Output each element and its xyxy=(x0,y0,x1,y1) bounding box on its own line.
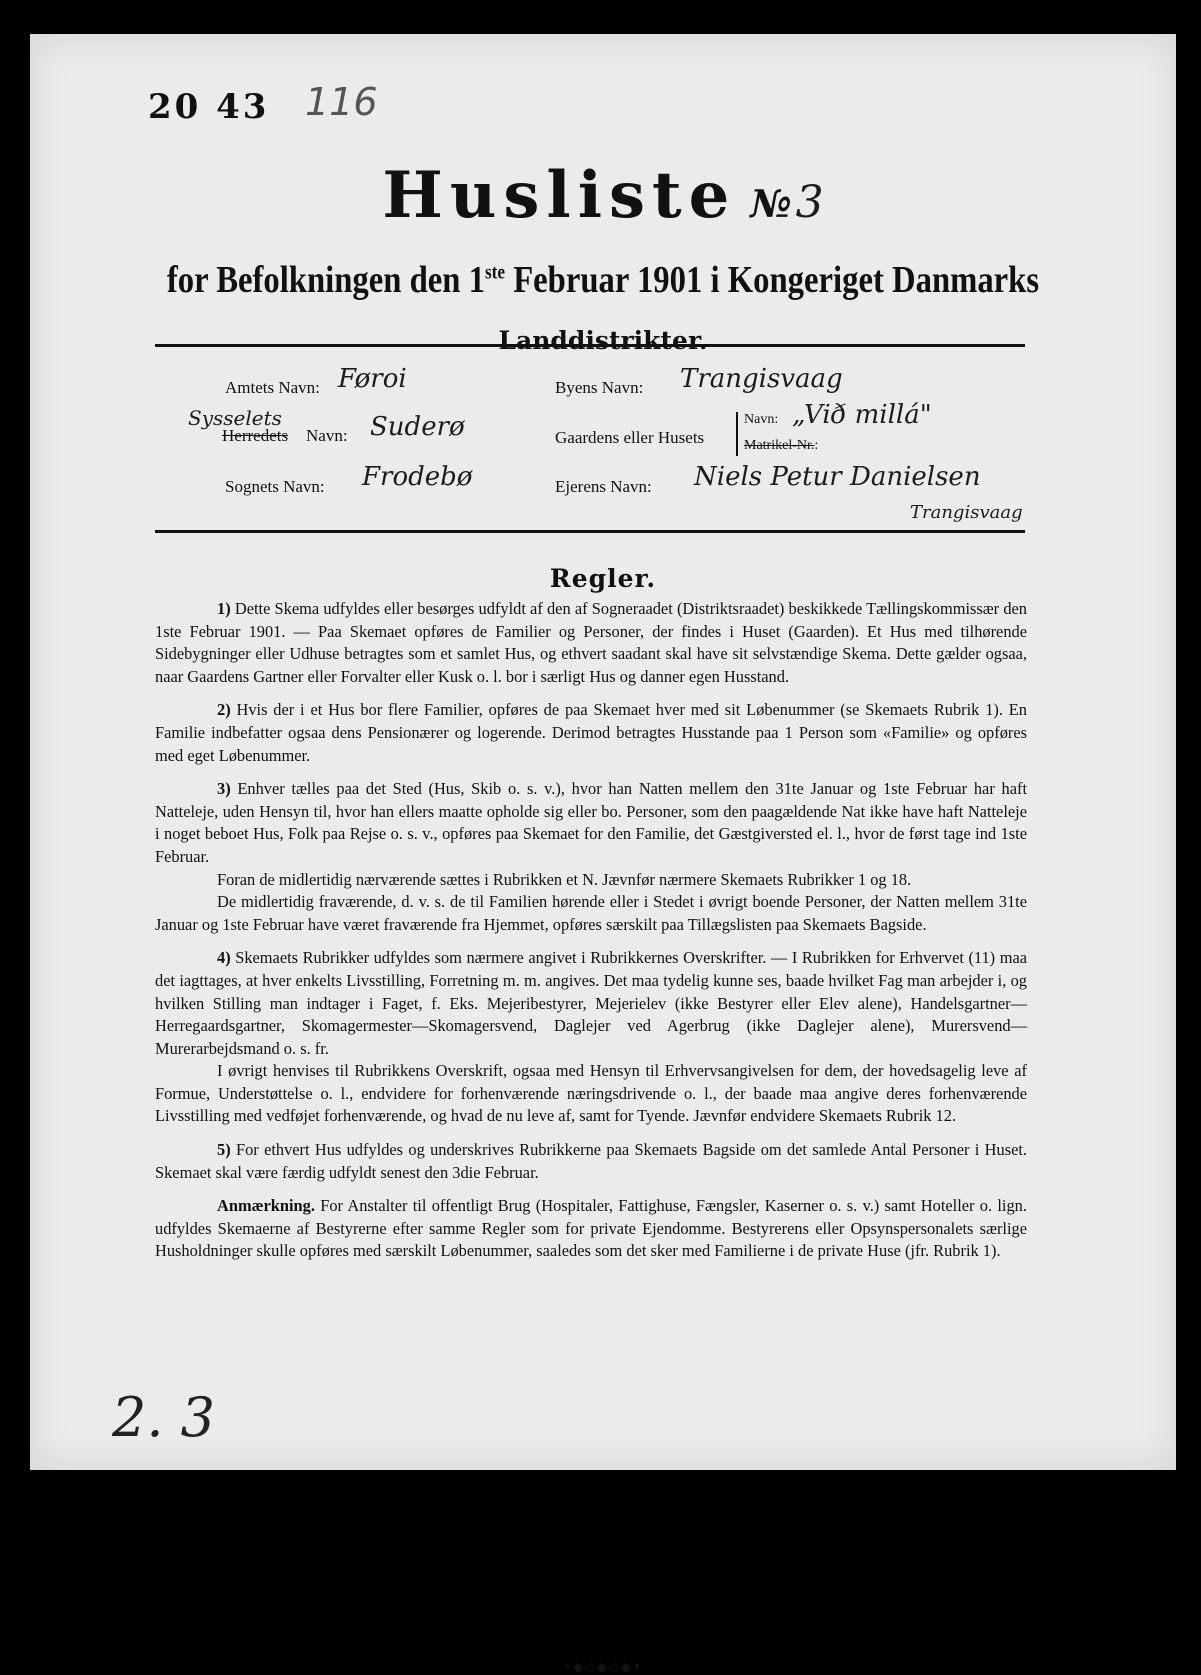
rule-paragraph xyxy=(155,1195,1027,1263)
rule-paragraph xyxy=(155,891,1027,936)
district-heading: Landdistrikter. xyxy=(498,326,708,355)
herred-struck-label: Herredets xyxy=(222,426,289,445)
rule-text: De midlertidig fraværende, d. v. s. de til Familien hørende eller i Stedet i øvrigt boende Personer, der Natten mellem 31te Januar og 1ste Februar have været fraværende fra Hjemmet, opføres særskilt paa Tillægslisten paa Skemaets Bagside. xyxy=(155,892,1027,934)
title-row xyxy=(30,158,1176,233)
sogn-value: Frodebø xyxy=(362,462,473,492)
herred-label: Navn: xyxy=(306,426,348,445)
rule-number: 1) xyxy=(217,599,231,618)
rule-number: 4) xyxy=(217,948,231,968)
matrikel-row: Matrikel-Nr.: xyxy=(744,438,819,453)
page-number: 20 43 xyxy=(148,87,270,127)
page-title: Husliste xyxy=(382,158,737,233)
rule-number: 2) xyxy=(217,700,231,720)
syssel-handwritten: Sysselets xyxy=(188,406,282,430)
rules-heading: Regler. xyxy=(549,564,657,593)
list-number-handwritten: 3 xyxy=(795,177,824,228)
rule-text: Enhver tælles paa det Sted (Hus, Skib o. s. v.), hvor han Natten mellem den 31te Januar og 1ste Februar har haft Natteleje, uden Hensyn til, hvor han ellers maatte opholde sig eller bo. Personer, som den paagældende Nat ikke have haft Natteleje i noget beboet Hus, Folk paa Rejse o. s. v., opføres paa Skemaet for den Familie, det Gæstgiversted el. l., hvor de først tage ind 1ste Februar. xyxy=(155,779,1027,866)
ornament: •◆◇◆◇◆• xyxy=(563,1660,643,1675)
rule-number: Anmærkning. xyxy=(217,1196,315,1216)
rule-paragraph xyxy=(155,699,1027,767)
rule-paragraph xyxy=(155,778,1027,868)
rule-text: Foran de midlertidig nærværende sættes i Rubrikken et N. Jævnfør nærmere Skemaets Rubrikker 1 og 18. xyxy=(217,869,912,889)
rule-paragraph xyxy=(155,869,1027,892)
rule-paragraph xyxy=(155,1060,1027,1128)
ejer-value: Niels Petur Danielsen xyxy=(694,462,981,492)
amt-value: Føroi xyxy=(338,364,407,394)
rule-paragraph xyxy=(155,598,1027,688)
census-form-page xyxy=(30,34,1176,1675)
subtitle-superscript: ste xyxy=(484,261,506,284)
pencil-annotation: 116 xyxy=(305,80,378,124)
herred-value: Suderø xyxy=(370,412,465,442)
margin-note-handwritten: 2. 3 xyxy=(112,1386,216,1449)
rule-text: For Anstalter til offentligt Brug (Hospitaler, Fattighuse, Fængsler, Kaserner o. s. v.) samt Hoteller o. lign. udfyldes Skemaerne af Bestyrerne efter samme Regler som for private Ejendomme. Bestyrerens eller Opsynspersonalets særlige Husholdninger skulle opføres med særskilt Løbenummer, saaledes som det sker med Familierne i de private Huse (jfr. Rubrik 1). xyxy=(155,1196,1027,1261)
rule-text: Dette Skema udfyldes eller besørges udfyldt af den af Sogneraadet (Distriktsraadet) beskikkede Tællingskommissær den 1ste Februar 1901. — Paa Skemaet opføres de Familier og Personer, der findes i Huset (Gaarden). Et Hus med tilhørende Sidebygninger eller Udhuse betragtes som et samlet Hus, og ethvert saadant skal have sit selvstændige Skema. Dette gælder ogsaa, naar Gaardens Gartner eller Forvalter eller Kusk o. l. bor i særligt Hus og danner egen Husstand. xyxy=(155,599,1027,686)
ejer-value-line2: Trangisvaag xyxy=(910,502,1023,523)
rule-text: Hvis der i et Hus bor flere Familier, opføres de paa Skemaet hver med sit Løbenummer (se Skemaets Rubrik 1). En Familie indbefatter ogsaa dens Pensionærer og logerende. Derimod betragtes Husstande paa 1 Person som «Familie» og opføres med eget Løbenummer. xyxy=(155,700,1027,765)
by-value: Trangisvaag xyxy=(680,364,843,394)
divider-top xyxy=(155,344,1025,347)
gaard-brace xyxy=(736,412,738,456)
rule-text: I øvrigt henvises til Rubrikkens Overskrift, ogsaa med Hensyn til Erhvervsangivelsen for dem, der hovedsagelig leve af Formue, Understøttelse o. l., endvidere for forhenværende næringsdrivende o. l., der baade maa angive deres forhenværende Livsstilling med vedføjet forhenværende, og hvad de nu leve af, samt for Tyende. Jævnfør endvidere Skemaets Rubrik 12. xyxy=(155,1061,1027,1126)
rule-paragraph xyxy=(155,1139,1027,1184)
gaard-label: Gaardens eller Husets xyxy=(555,428,705,447)
rule-text: Skemaets Rubrikker udfyldes som nærmere angivet i Rubrikkernes Overskrifter. — I Rubrikken for Erhvervet (11) maa det iagttages, at hver enkelts Livsstilling, Forretning m. m. angives. Det maa tydelig kunne ses, baade hvilket Fag man arbejder i, og hvilken Stilling man indtager i Faget, f. Eks. Mejeribestyrer, Mejerielev (ikke Bestyrer eller Elev alene), Handelsgartner—Herregaardsgartner, Skomagermester—Skomagersvend, Daglejer ved Agerbrug (ikke Daglejer alene), Murersvend—Murerarbejdsmand o. s. fr. xyxy=(155,948,1027,1058)
gaard-navn-value: „Við millá" xyxy=(792,400,932,430)
rule-text: For ethvert Hus udfyldes og underskrives Rubrikkerne paa Skemaets Bagside om det samlede Antal Personer i Huset. Skemaet skal være færdig udfyldt senest den 3die Februar. xyxy=(155,1140,1027,1182)
sogn-label: Sognets Navn: xyxy=(225,477,325,496)
amt-label: Amtets Navn: xyxy=(225,378,320,397)
subtitle: for Befolkningen den 1ste Februar 1901 i Kongeriget Danmarks xyxy=(166,259,1040,301)
rule-paragraph xyxy=(155,947,1027,1060)
number-sign: № xyxy=(750,181,792,226)
divider-bottom xyxy=(155,530,1025,533)
rule-number: 3) xyxy=(217,779,231,799)
rule-number: 5) xyxy=(217,1140,231,1160)
ejer-label: Ejerens Navn: xyxy=(555,477,652,496)
gaard-navn-label: Navn: xyxy=(744,412,779,427)
by-label: Byens Navn: xyxy=(555,378,644,397)
rules-list xyxy=(155,598,1027,1263)
